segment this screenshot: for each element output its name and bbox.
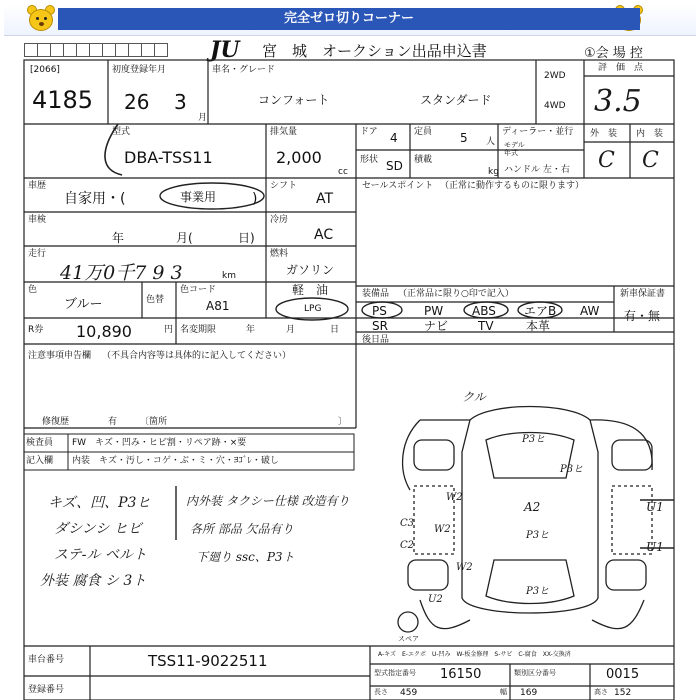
ju-logo: JU [210, 37, 240, 63]
class-number-label: 類別区分番号 [514, 669, 556, 677]
exterior-grade: C [598, 148, 615, 173]
class-number-value: 0015 [606, 667, 640, 682]
drive-4wd: 4WD [544, 101, 566, 111]
handle-side: ハンドル 左・右 [504, 165, 570, 175]
repair-label: 修復歴 [42, 417, 70, 427]
new-warranty-value: 有・無 [624, 309, 661, 323]
diagram-mark-12: P3ヒ [526, 586, 550, 597]
capacity-unit: 人 [486, 137, 496, 147]
car-name: コンフォート [258, 93, 330, 107]
inspector-row2: 内装 キズ・汚し・コゲ・ぶ・ミ・穴・ﾖｺﾞﾚ・破し [72, 456, 279, 466]
diagram-top-mark: クル [462, 390, 486, 404]
fuel-gasoline: ガソリン [286, 263, 335, 277]
exterior-label: 外 装 [590, 129, 618, 139]
score-label: 評 価 点 [598, 63, 644, 73]
color-code-label: 色コード [180, 285, 217, 295]
after-items-label: 後日品 [362, 335, 390, 345]
shift-value: AT [316, 191, 334, 207]
diagram-mark-7: U1 [646, 540, 664, 554]
diagram-mark-10: C2 [400, 540, 415, 551]
interior-label: 内 装 [636, 129, 664, 139]
recycle-unit: 円 [164, 325, 174, 335]
sales-point-label: セールスポイント [362, 181, 434, 191]
reg-year: 26 [124, 90, 150, 114]
handwritten-note-1: キズ、凹、P3ヒ [48, 495, 151, 511]
height-value: 152 [614, 688, 632, 698]
usage-close: ) [252, 191, 258, 207]
name-change-label: 名変期限 [180, 325, 217, 335]
model-year-label: モデル [504, 141, 525, 149]
damage-legend: A-キズ E-エクボ U-凹み W-板金修理 S-サビ C-腐食 XX-交換済 [378, 651, 571, 658]
model-year-sub: 年式 [504, 149, 518, 157]
load-unit: kg [488, 167, 499, 177]
lot-number: 4185 [32, 86, 94, 114]
diagram-mark-2: P3ヒ [560, 464, 584, 475]
reg-month: 3 [174, 90, 187, 114]
reg-month-unit: 月 [198, 113, 208, 123]
equip-pw: PW [424, 304, 444, 318]
door-label: ドア [360, 127, 378, 137]
sales-point-note: （正常に動作するものに限ります） [440, 181, 585, 191]
length-value: 459 [400, 688, 418, 698]
shape-value: SD [386, 159, 403, 173]
equip-airbag: エアB [524, 304, 557, 318]
displacement-label: 排気量 [270, 127, 298, 137]
recycle-value: 10,890 [76, 322, 132, 341]
notes-hint: （不具合内容等は具体的に記入してください） [102, 351, 292, 361]
usage-value: 自家用・( [64, 191, 126, 207]
handwritten-note-3: ステ-ル ベルト [54, 547, 147, 563]
diagram-mark-6: U1 [646, 500, 664, 514]
entry-label: 記入欄 [26, 456, 54, 466]
diagram-mark-5: P3ヒ [526, 530, 550, 541]
score-value: 3.5 [594, 84, 642, 119]
diagram-mark-9: C3 [400, 518, 415, 529]
color-label: 色 [28, 285, 38, 295]
notes-label: 注意事項申告欄 [28, 351, 92, 361]
inspection-day: 日) [238, 231, 255, 245]
equip-abs: ABS [472, 304, 496, 318]
form-title: 宮 城 オークション出品申込書 [262, 42, 487, 60]
handwritten-note-6: 各所 部品 欠品有り [190, 522, 294, 536]
equip-navi: ナビ [424, 319, 449, 333]
capacity-label: 定員 [414, 127, 433, 137]
fuel-label: 燃料 [270, 249, 289, 259]
load-label: 積載 [414, 155, 433, 165]
usage-label: 車歴 [28, 181, 47, 191]
interior-grade: C [642, 148, 659, 173]
spare-tire-label: スペア [398, 635, 419, 643]
color-change-label: 色替 [146, 295, 165, 305]
equip-leather: 本革 [526, 319, 551, 333]
shape-label: 形状 [360, 155, 379, 165]
equip-ps: PS [372, 304, 387, 318]
fuel-diesel: 軽 油 [292, 283, 329, 297]
inspection-label: 車検 [28, 215, 47, 225]
mileage-unit: km [222, 271, 236, 281]
mileage-value: 41万0千7 9 3 [60, 262, 183, 284]
ac-value: AC [314, 227, 334, 243]
equip-tv: TV [478, 319, 494, 333]
chassis-label: 車台番号 [28, 655, 65, 665]
inspection-month: 月( [176, 231, 193, 245]
drive-2wd: 2WD [544, 71, 566, 81]
recycle-label: R券 [28, 325, 44, 335]
chassis-value: TSS11-9022511 [148, 652, 268, 670]
displacement-unit: cc [338, 167, 348, 177]
car-grade: スタンダード [420, 93, 492, 107]
model-label: 型式 [112, 127, 131, 137]
inspection-year: 年 [112, 231, 125, 245]
width-value: 169 [520, 688, 538, 698]
equip-aw: AW [580, 304, 600, 318]
diagram-mark-8: W2 [434, 524, 451, 535]
color-code: A81 [206, 299, 230, 313]
name-change-year: 年 [246, 325, 256, 335]
car-name-label: 車名・グレード [212, 65, 276, 75]
capacity-value: 5 [460, 131, 468, 145]
form-number-value: 16150 [440, 667, 482, 682]
reg-label: 初度登録年月 [112, 65, 167, 75]
venue-copy-label: ①会 場 控 [584, 46, 643, 61]
height-label: 高さ [594, 688, 608, 696]
handwritten-note-2: ダシンシ ヒビ [54, 521, 142, 537]
lot-small-code: [2066] [30, 65, 60, 75]
form-number-label: 型式指定番号 [374, 669, 416, 677]
repair-close: 〕 [338, 417, 348, 427]
color-value: ブルー [64, 297, 103, 312]
displacement-value: 2,000 [276, 148, 322, 167]
width-label: 幅 [500, 688, 507, 696]
equipment-label: 装備品 [362, 289, 390, 299]
dealer-label: ディーラー・並行 [502, 127, 574, 137]
model-value: DBA-TSS11 [124, 148, 213, 167]
name-change-month: 月 [286, 325, 296, 335]
length-label: 長さ [374, 688, 388, 696]
ac-label: 冷房 [270, 215, 289, 225]
equipment-note: （正常品に限り○印で記入） [398, 289, 514, 299]
shift-label: シフト [270, 181, 298, 191]
diagram-mark-13: U2 [428, 594, 443, 605]
banner-title: 完全ゼロ切りコーナー [58, 8, 640, 30]
new-warranty-label: 新車保証書 [620, 289, 666, 299]
diagram-mark-4: A2 [524, 500, 541, 514]
diagram-mark-1: P3ヒ [522, 434, 546, 445]
diagram-mark-3: W2 [446, 492, 463, 503]
fuel-lpg: LPG [304, 304, 322, 314]
registration-label: 登録番号 [28, 685, 65, 695]
handwritten-note-4: 外装 腐食 シ 3ト [40, 573, 147, 589]
mileage-label: 走行 [28, 249, 47, 259]
usage-circled: 事業用 [180, 190, 217, 204]
door-value: 4 [390, 131, 398, 145]
handwritten-note-7: 下廻り ssc、P3ト [196, 550, 295, 564]
handwritten-note-5: 内外装 タクシー仕様 改造有り [186, 494, 350, 508]
repair-value: 有 [108, 417, 118, 427]
repair-place: 〔箇所 [140, 417, 168, 427]
diagram-mark-11: W2 [456, 562, 473, 573]
equip-sr: SR [372, 319, 388, 333]
inspector-row1: FW キズ・凹み・ヒビ割・リペア跡・×要 [72, 438, 247, 448]
name-change-day: 日 [330, 325, 340, 335]
inspector-label: 検査員 [26, 438, 54, 448]
